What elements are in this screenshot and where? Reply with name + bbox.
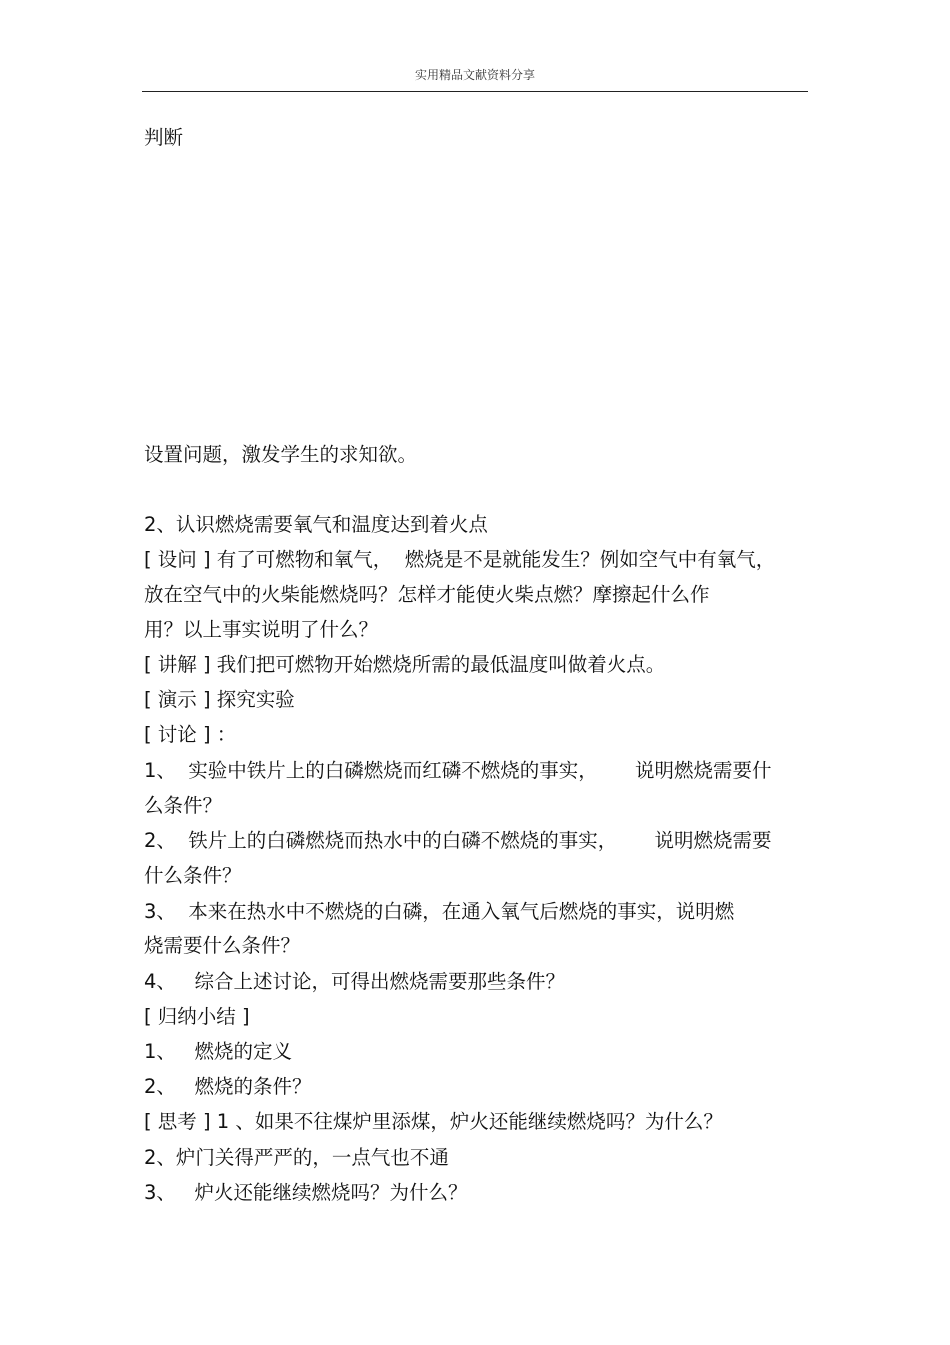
page-header-title: 实用精品文献资料分享 [414, 68, 535, 82]
text-line-demo: [ 演示 ] 探究实验 [144, 688, 295, 711]
discuss-item-3-line-1: 3、 本来在热水中不燃烧的白磷，在通入氧气后燃烧的事实，说明燃 [144, 900, 735, 923]
text-line-question-2: 放在空气中的火柴能燃烧吗？怎样才能使火柴点燃？摩擦起什么作 [144, 583, 710, 606]
discuss-item-3-line-2: 烧需要什么条件？ [144, 934, 301, 957]
header-divider [142, 91, 808, 92]
text-line-question-1: [ 设问 ] 有了可燃物和氧气， 燃烧是不是就能发生？例如空气中有氧气， [144, 548, 776, 571]
summary-item-2: 2、 燃烧的条件？ [144, 1075, 312, 1098]
text-line-question-3: 用？以上事实说明了什么？ [144, 618, 379, 641]
discuss-item-2-line-2: 什么条件？ [144, 864, 242, 887]
summary-item-1: 1、 燃烧的定义 [144, 1040, 293, 1063]
discuss-item-1-line-1: 1、 实验中铁片上的白磷燃烧而红磷不燃烧的事实， 说明燃烧需要什 [144, 759, 772, 782]
text-line-think: [ 思考 ] 1 、如果不往煤炉里添煤，炉火还能继续燃烧吗？为什么？ [144, 1110, 723, 1133]
discuss-item-2-line-1: 2、 铁片上的白磷燃烧而热水中的白磷不燃烧的事实， 说明燃烧需要 [144, 829, 772, 852]
text-line-judgement: 判断 [144, 126, 184, 149]
text-line-set-question: 设置问题，激发学生的求知欲。 [144, 443, 418, 466]
discuss-item-4: 4、 综合上述讨论，可得出燃烧需要那些条件？ [144, 970, 566, 993]
think-item-2: 2、炉门关得严严的，一点气也不通 [144, 1146, 449, 1169]
text-line-discuss: [ 讨论 ] ： [144, 723, 237, 746]
section-heading-2: 2、认识燃烧需要氧气和温度达到着火点 [144, 513, 488, 536]
text-line-summary: [ 归纳小结 ] [144, 1005, 250, 1028]
text-line-explain: [ 讲解 ] 我们把可燃物开始燃烧所需的最低温度叫做着火点。 [144, 653, 666, 676]
discuss-item-1-line-2: 么条件？ [144, 794, 223, 817]
think-item-3: 3、 炉火还能继续燃烧吗？为什么？ [144, 1181, 468, 1204]
